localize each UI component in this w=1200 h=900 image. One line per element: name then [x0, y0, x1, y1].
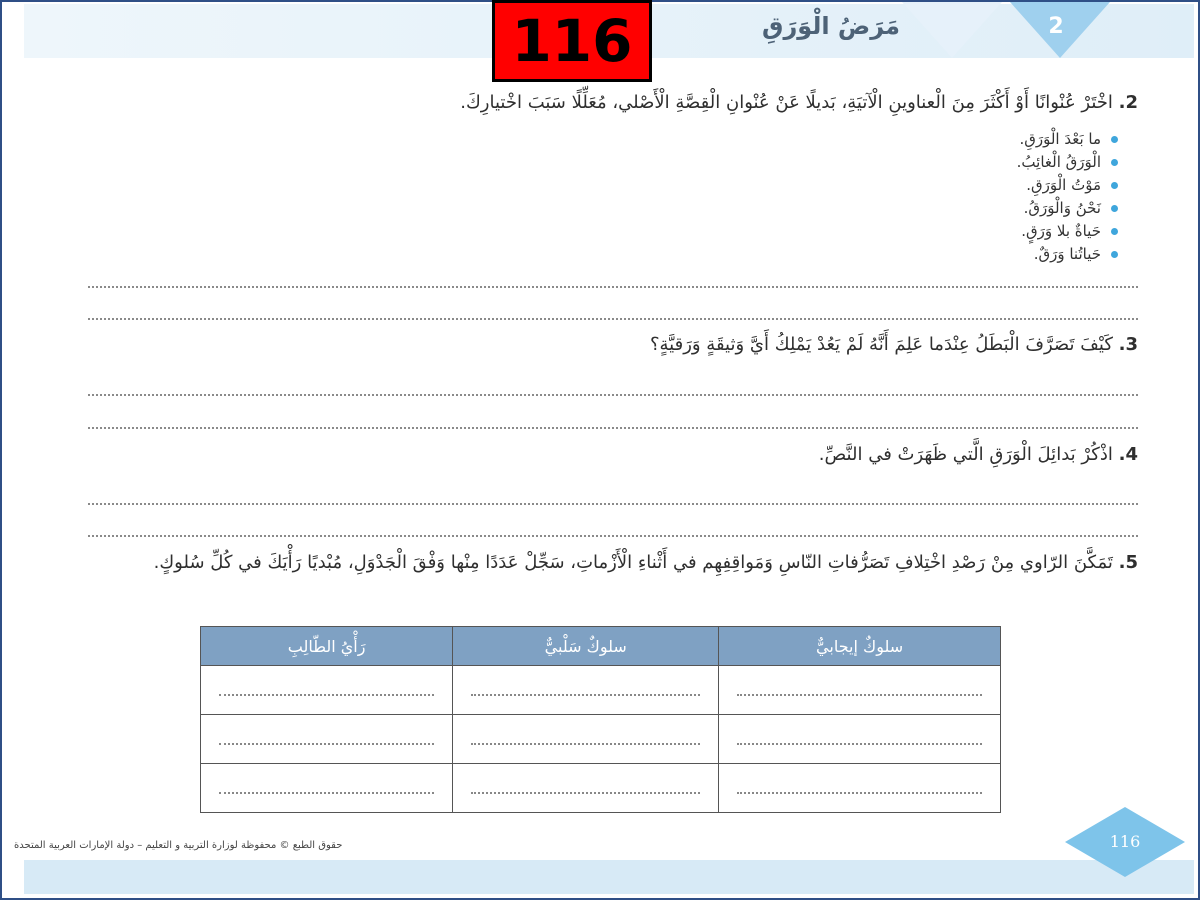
- question-number: 5.: [1118, 552, 1138, 573]
- table-cell[interactable]: [201, 715, 453, 764]
- list-item: [1017, 197, 1118, 220]
- table-cell[interactable]: [719, 666, 1001, 715]
- title-options-list: [1017, 128, 1118, 266]
- table-cell[interactable]: [719, 715, 1001, 764]
- list-item: [1017, 220, 1118, 243]
- question-4: [58, 440, 1138, 470]
- question-text: اذْكُرْ بَدائِلَ الْوَرَقِ الَّتي ظَهَرَتْ في النَّصِّ.: [818, 444, 1113, 465]
- footer-band: [24, 860, 1194, 894]
- answer-line[interactable]: [88, 427, 1138, 429]
- list-item: [1017, 151, 1118, 174]
- table-row: [201, 666, 1001, 715]
- chapter-number: 2: [1048, 14, 1064, 39]
- question-text: تَمَكَّنَ الرّاوي مِنْ رَصْدِ اخْتِلافِ تَصَرُّفاتِ النّاسِ وَمَواقِفِهِم في أَثْناءِ الْأَزْماتِ، سَجِّلْ عَدَدًا مِنْها وَفْقَ الْجَدْوَلِ، مُبْديًا رَأْيَكَ في كُلِّ سُلوكٍ.: [153, 552, 1113, 573]
- answer-line[interactable]: [88, 318, 1138, 320]
- option-text: نَحْنُ وَالْوَرَقُ.: [1023, 199, 1101, 217]
- option-text: حَياتُنا وَرَقٌ.: [1033, 245, 1101, 263]
- question-2: [58, 88, 1138, 118]
- answer-line[interactable]: [88, 535, 1138, 537]
- question-3: [58, 330, 1138, 360]
- option-text: مَوْتُ الْوَرَقِ.: [1026, 176, 1101, 194]
- table-cell[interactable]: [453, 715, 719, 764]
- option-text: حَياةٌ بلا وَرَقٍ.: [1021, 222, 1101, 240]
- bullet-icon: [1111, 182, 1118, 189]
- question-text: كَيْفَ تَصَرَّفَ الْبَطَلُ عِنْدَما عَلِمَ أَنَّهُ لَمْ يَعُدْ يَمْلِكُ أَيَّ وَثيقَةٍ وَرَقيَّةٍ؟: [649, 334, 1113, 355]
- bullet-icon: [1111, 136, 1118, 143]
- question-number: 3.: [1118, 334, 1138, 355]
- question-text: اخْتَرْ عُنْوانًا أَوْ أَكْثَرَ مِنَ الْعناوينِ الْآتيَةِ، بَديلًا عَنْ عُنْوانِ الْقِصَّةِ الْأَصْلي، مُعَلِّلًا سَبَبَ اخْتيارِكَ.: [460, 92, 1113, 113]
- table-cell[interactable]: [453, 666, 719, 715]
- page-number: 116: [1109, 832, 1141, 851]
- header-positive: سلوكٌ إيجابيٌّ: [719, 627, 1001, 666]
- answer-line[interactable]: [88, 286, 1138, 288]
- list-item: [1017, 128, 1118, 151]
- table-cell[interactable]: [201, 764, 453, 813]
- table-header-row: [201, 627, 1001, 666]
- header-negative: سلوكٌ سَلْبيٌّ: [453, 627, 719, 666]
- list-item: [1017, 243, 1118, 266]
- chapter-title: مَرَضُ الْوَرَقِ: [762, 12, 900, 40]
- bullet-icon: [1111, 205, 1118, 212]
- option-text: ما بَعْدَ الْوَرَقِ.: [1019, 130, 1101, 148]
- question-number: 2.: [1118, 92, 1138, 113]
- behavior-table: [200, 626, 1001, 813]
- bullet-icon: [1111, 228, 1118, 235]
- table-cell[interactable]: [453, 764, 719, 813]
- answer-line[interactable]: [88, 503, 1138, 505]
- bullet-icon: [1111, 251, 1118, 258]
- bullet-icon: [1111, 159, 1118, 166]
- header-student-opinion: رَأْيُ الطّالِبِ: [201, 627, 453, 666]
- header-decoration: [902, 2, 1002, 58]
- question-number: 4.: [1118, 444, 1138, 465]
- table-cell[interactable]: [201, 666, 453, 715]
- table-cell[interactable]: [719, 764, 1001, 813]
- question-5: [58, 548, 1138, 578]
- list-item: [1017, 174, 1118, 197]
- option-text: الْوَرَقُ الْغائِبُ.: [1016, 153, 1101, 171]
- table-row: [201, 764, 1001, 813]
- page-tag: 116: [492, 0, 652, 82]
- table-row: [201, 715, 1001, 764]
- copyright-notice: حقوق الطبع © محفوظة لوزارة التربية و التعليم – دولة الإمارات العربية المتحدة: [14, 840, 343, 851]
- answer-line[interactable]: [88, 394, 1138, 396]
